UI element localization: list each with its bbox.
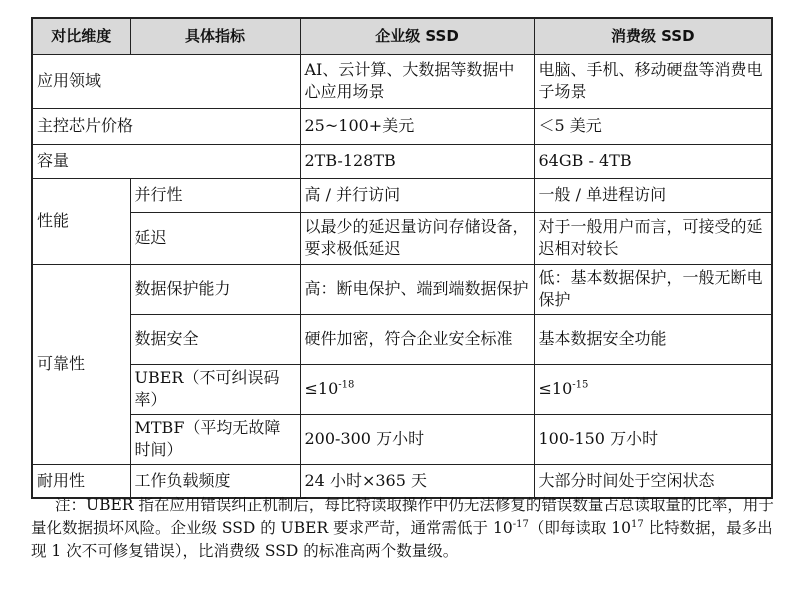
table-footnote (31, 494, 776, 563)
row-label-capacity: 容量 (32, 144, 300, 178)
table-row (32, 314, 772, 364)
cell-consumer: 对于一般用户而言，可接受的延迟相对较长 (534, 212, 772, 264)
uber-enterprise-exponent: -18 (338, 379, 355, 391)
table-row (32, 414, 772, 464)
footnote-text-2: （即每读取 10 (528, 519, 631, 537)
cell-enterprise: 高：断电保护、端到端数据保护 (300, 264, 534, 314)
table-row (32, 178, 772, 212)
footnote-text-3: 比特数据，最多出现 1 次不可修复错误），比消费级 SSD 的标准高两个数量级。 (31, 519, 773, 560)
uber-enterprise-base: ≤10 (304, 379, 339, 398)
header-indicator: 具体指标 (130, 18, 300, 54)
table-row (32, 464, 772, 498)
cell-consumer: 大部分时间处于空闲状态 (534, 464, 772, 498)
cell-consumer (534, 364, 772, 414)
cell-consumer: 低：基本数据保护，一般无断电保护 (534, 264, 772, 314)
ssd-comparison-table (31, 17, 773, 499)
row-label-application: 应用领域 (32, 54, 300, 108)
row-label-reliability: 可靠性 (32, 264, 130, 464)
indicator-workload: 工作负载频度 (130, 464, 300, 498)
cell-enterprise: 24 小时×365 天 (300, 464, 534, 498)
table-row (32, 144, 772, 178)
cell-consumer: 基本数据安全功能 (534, 314, 772, 364)
indicator-data-security: 数据安全 (130, 314, 300, 364)
cell-enterprise (300, 364, 534, 414)
table-row (32, 212, 772, 264)
ssd-comparison-table-container (31, 17, 771, 489)
header-consumer: 消费级 SSD (534, 18, 772, 54)
uber-consumer-base: ≤10 (538, 379, 573, 398)
header-dimension: 对比维度 (32, 18, 130, 54)
cell-consumer: 64GB - 4TB (534, 144, 772, 178)
cell-enterprise: 25~100+美元 (300, 108, 534, 144)
row-label-performance: 性能 (32, 178, 130, 264)
cell-consumer: 一般 / 单进程访问 (534, 178, 772, 212)
cell-consumer: 100-150 万小时 (534, 414, 772, 464)
footnote-exponent-2: 17 (630, 518, 644, 530)
table-row (32, 264, 772, 314)
header-row (32, 18, 772, 54)
footnote-exponent-1: -17 (512, 518, 529, 530)
table-row (32, 364, 772, 414)
indicator-parallelism: 并行性 (130, 178, 300, 212)
cell-consumer: ＜5 美元 (534, 108, 772, 144)
table-row (32, 54, 772, 108)
header-enterprise: 企业级 SSD (300, 18, 534, 54)
footnote-text-1: 注：UBER 指在应用错误纠正机制后，每比特读取操作中仍无法修复的错误数量占总读取量的比率，用于量化数据损坏风险。企业级 SSD 的 UBER 要求严苛，通常需低于 10 (31, 496, 774, 537)
cell-enterprise: 2TB-128TB (300, 144, 534, 178)
indicator-mtbf: MTBF（平均无故障时间） (130, 414, 300, 464)
cell-enterprise: 200-300 万小时 (300, 414, 534, 464)
cell-enterprise: AI、云计算、大数据等数据中心应用场景 (300, 54, 534, 108)
indicator-data-protection: 数据保护能力 (130, 264, 300, 314)
indicator-uber: UBER（不可纠误码率） (130, 364, 300, 414)
cell-enterprise: 硬件加密，符合企业安全标准 (300, 314, 534, 364)
cell-enterprise: 高 / 并行访问 (300, 178, 534, 212)
row-label-controller-price: 主控芯片价格 (32, 108, 300, 144)
indicator-latency: 延迟 (130, 212, 300, 264)
row-label-durability: 耐用性 (32, 464, 130, 498)
cell-enterprise: 以最少的延迟量访问存储设备，要求极低延迟 (300, 212, 534, 264)
uber-consumer-exponent: -15 (572, 379, 589, 391)
cell-consumer: 电脑、手机、移动硬盘等消费电子场景 (534, 54, 772, 108)
table-row (32, 108, 772, 144)
